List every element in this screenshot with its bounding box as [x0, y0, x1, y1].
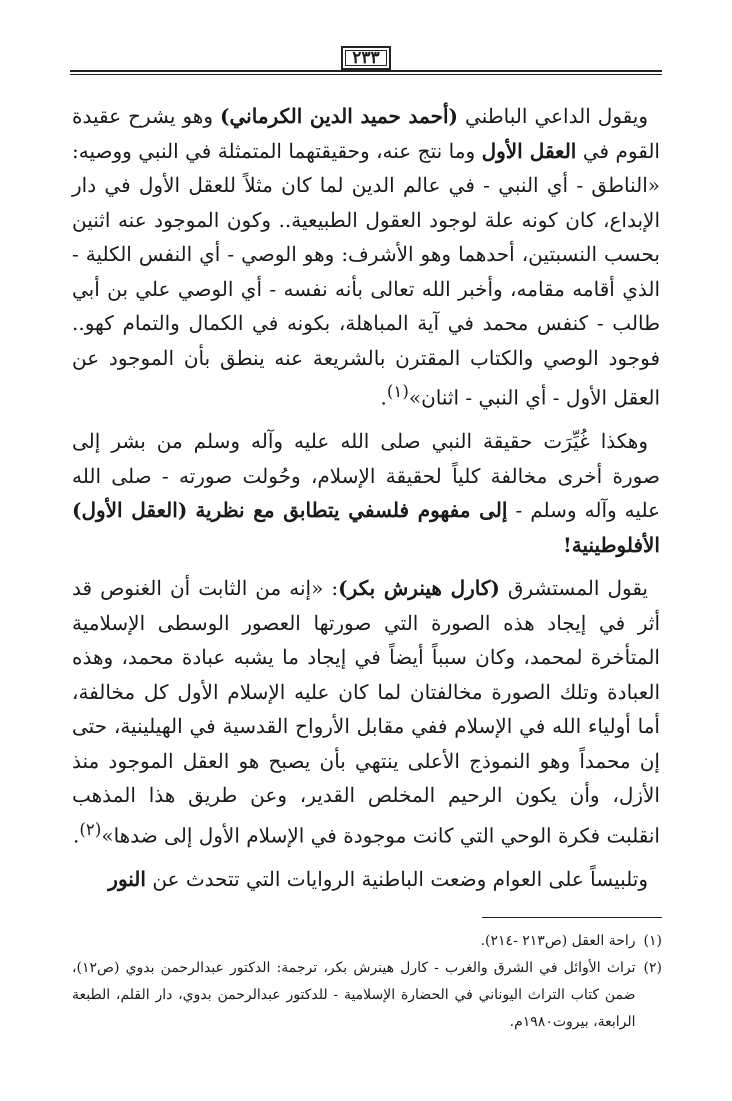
- paragraph-3: يقول المستشرق (كارل هينرش بكر): «إنه من الثابت أن الغنوص قد أثر في إيجاد هذه الصورة التي صورتها العصور الوسطى الإسلامية المتأخرة لمحمد، وكان سبباً أيضاً في إيجاد ما يشبه عبادة محمد، وهذه العبادة وتلك الصورة مخالفتان لما كان عليه الإسلام الأول كل مخالفة، أما أولياء الله في الإسلام ففي مقابل الأرواح القدسية في الهيلينية، حتى إن محمداً وهو النموذج الأعلى ينتهي بأن يصبح هو العقل الموجود منذ الأزل، وأن يكون الرحيم المخلص القدير، وعن طريق هذا المذهب انقلبت فكرة الوحي التي كانت موجودة في الإسلام الأول إلى ضدها»$^{(٢)}$.: [72, 576, 661, 848]
- footnote-number: (١): [643, 933, 662, 949]
- term-first-intellect: العقل الأول: [481, 138, 577, 163]
- footnote-2: [72, 955, 662, 1036]
- footnotes: [72, 928, 662, 1036]
- footnote-1: [72, 928, 662, 955]
- paragraph-4: وتلبيساً على العوام وضعت الباطنية الروايات التي تتحدث عن النور: [108, 866, 648, 891]
- footnote-text: تراث الأوائل في الشرق والغرب - كارل هينرش بكر، ترجمة: الدكتور عبدالرحمن بدوي (ص١٢)، ضمن كتاب التراث اليوناني في الحضارة الإسلامية - للدكتور عبدالرحمن بدوي، دار القلم، الطبعة الرابعة، بيروت١٩٨٠م.: [72, 960, 636, 1030]
- footnote-ref-1: (١): [386, 382, 409, 401]
- footnote-separator: [482, 917, 662, 918]
- page-number: ٢٣٣: [341, 46, 391, 70]
- footnote-ref-2: (٢): [79, 819, 102, 839]
- header-rule: [70, 70, 662, 75]
- main-text: [72, 99, 660, 896]
- term-first-intellect-theory: (العقل الأول) الأفلوطينية!: [72, 498, 660, 557]
- footnote-number: (٢): [643, 960, 662, 976]
- name-kermani: (أحمد حميد الدين الكرماني): [220, 104, 458, 128]
- name-becker: (كارل هينرش بكر): [338, 576, 500, 601]
- paragraph-1: ويقول الداعي الباطني (أحمد حميد الدين الكرماني) وهو يشرح عقيدة القوم في العقل الأول وما نتج عنه، وحقيقتهما المتمثلة في النبي ووصيه: «الناطق - أي النبي - في عالم الدين لما كان مثلاً للعقل الأول في دار الإبداع، كان كونه علة لوجود العقول الطبيعية.. وكون الموجود عنه اثنين بحسب النسبتين، أحدهما وهو الأشرف: وهو الوصي - أي النفس الكلية - الذي أقامه مقامه، وأخبر الله تعالى بأنه نفسه - أي الوصي علي بن أبي طالب - كنفس محمد في آية المباهلة، بكونه في الكمال والتمام كهو.. فوجود الوصي والكتاب المقترن بالشريعة عنه ينطق بأن الموجود عن العقل الأول - أي النبي - اثنان»$^{(١)}$.: [72, 104, 660, 410]
- paragraph-2: وهكذا غُيِّرَت حقيقة النبي صلى الله عليه وآله وسلم من بشر إلى صورة أخرى مخالفة كلياً لحقيقة الإسلام، وحُولت صورته - صلى الله عليه وآله وسلم - إلى مفهوم فلسفي يتطابق مع نظرية (العقل الأول) الأفلوطينية!: [72, 429, 660, 557]
- term-light: النور: [108, 866, 146, 891]
- footnote-text: راحة العقل (ص٢١٣ -٢١٤).: [480, 933, 636, 949]
